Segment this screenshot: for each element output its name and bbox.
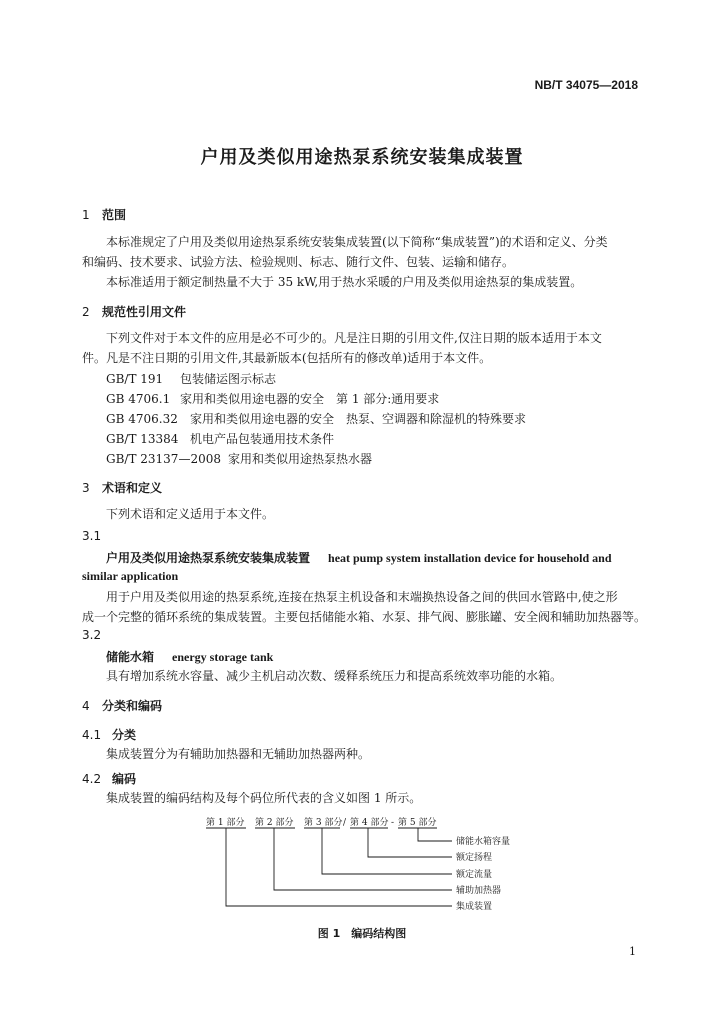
reference-code: GB/T 23137—2008 bbox=[106, 452, 221, 466]
standard-code: NB/T 34075—2018 bbox=[534, 78, 638, 92]
connector-auxiliary-heater bbox=[274, 828, 452, 890]
section-4-1-text: 集成装置分为有辅助加热器和无辅助加热器两种。 bbox=[106, 747, 371, 761]
normative-reference bbox=[106, 410, 526, 427]
figure-caption: 图 1 编码结构图 bbox=[317, 927, 407, 940]
normative-reference bbox=[106, 430, 334, 447]
reference-code: GB 4706.1 bbox=[106, 392, 171, 406]
part-2-label: 第 2 部分 bbox=[255, 818, 294, 828]
section-4-2-heading bbox=[82, 770, 136, 787]
section-3-title: 术语和定义 bbox=[102, 481, 163, 495]
meaning-rated-head: 额定扬程 bbox=[456, 853, 493, 863]
term-3-1-number: 3.1 bbox=[82, 529, 102, 543]
section-2-heading bbox=[82, 303, 186, 320]
connector-storage-capacity bbox=[418, 828, 452, 841]
section-4-2-number: 4.2 bbox=[82, 772, 102, 786]
term-3-1-cn: 户用及类似用途热泵系统安装集成装置 bbox=[106, 551, 311, 565]
term-3-2-en: energy storage tank bbox=[172, 650, 274, 664]
section-1-para-1-line-1: 本标准规定了户用及类似用途热泵系统安装集成装置(以下简称“集成装置”)的术语和定义、分类 bbox=[106, 235, 608, 249]
term-3-2-definition: 具有增加系统水容量、减少主机启动次数、缓释系统压力和提高系统效率功能的水箱。 bbox=[106, 669, 563, 683]
section-2-number: 2 bbox=[82, 305, 90, 319]
section-2-para-line-1: 下列文件对于本文件的应用是必不可少的。凡是注日期的引用文件,仅注日期的版本适用于本文 bbox=[106, 331, 602, 345]
term-3-2-cn: 储能水箱 bbox=[106, 650, 155, 664]
section-4-1-heading bbox=[82, 726, 136, 743]
part-5-label: 第 5 部分 bbox=[398, 818, 437, 828]
section-1-para-2: 本标准适用于额定制热量不大于 35 kW,用于热水采暖的户用及类似用途热泵的集成装置。 bbox=[106, 275, 583, 289]
term-3-2-title bbox=[106, 648, 273, 665]
section-4-2-title: 编码 bbox=[112, 772, 137, 786]
section-4-heading bbox=[82, 697, 162, 714]
meaning-integrated-device: 集成装置 bbox=[456, 902, 493, 912]
normative-reference bbox=[106, 450, 372, 467]
reference-code: GB 4706.32 bbox=[106, 412, 178, 426]
reference-title: 机电产品包装通用技术条件 bbox=[190, 432, 335, 446]
section-4-2-text: 集成装置的编码结构及每个码位所代表的含义如图 1 所示。 bbox=[106, 791, 422, 805]
connector-rated-head bbox=[368, 828, 452, 857]
reference-title: 包装储运图示标志 bbox=[180, 372, 277, 386]
reference-title: 家用和类似用途电器的安全 热泵、空调器和除湿机的特殊要求 bbox=[190, 412, 527, 426]
normative-reference bbox=[106, 370, 276, 387]
coding-structure-diagram bbox=[0, 814, 724, 924]
reference-code: GB/T 191 bbox=[106, 372, 164, 386]
section-1-heading bbox=[82, 206, 126, 223]
meaning-auxiliary-heater: 辅助加热器 bbox=[456, 886, 502, 896]
section-3-intro: 下列术语和定义适用于本文件。 bbox=[106, 507, 275, 521]
section-2-para-line-2: 件。凡是不注日期的引用文件,其最新版本(包括所有的修改单)适用于本文件。 bbox=[82, 351, 492, 365]
term-3-1-title bbox=[106, 549, 612, 566]
section-4-1-title: 分类 bbox=[112, 728, 137, 742]
term-3-2-number: 3.2 bbox=[82, 628, 102, 642]
section-1-title: 范围 bbox=[102, 208, 127, 222]
section-4-number: 4 bbox=[82, 699, 90, 713]
section-3-heading bbox=[82, 479, 162, 496]
term-3-1-en: heat pump system installation device for household and bbox=[328, 551, 612, 565]
section-1-para-1-line-2: 和编码、技术要求、试验方法、检验规则、标志、随行文件、包装、运输和储存。 bbox=[82, 255, 515, 269]
dash-separator: - bbox=[391, 818, 395, 828]
meaning-rated-flow: 额定流量 bbox=[456, 870, 493, 880]
reference-title: 家用和类似用途电器的安全 第 1 部分:通用要求 bbox=[180, 392, 440, 406]
page-number: 1 bbox=[629, 945, 636, 958]
connector-rated-flow bbox=[322, 828, 452, 874]
part-1-label: 第 1 部分 bbox=[206, 818, 245, 828]
meaning-storage-capacity: 储能水箱容量 bbox=[456, 837, 511, 847]
section-4-title: 分类和编码 bbox=[102, 699, 163, 713]
term-3-1-definition-line-1: 用于户用及类似用途的热泵系统,连接在热泵主机设备和末端换热设备之间的供回水管路中,使之形 bbox=[106, 590, 618, 604]
document-title: 户用及类似用途热泵系统安装集成装置 bbox=[200, 147, 524, 168]
slash-separator: / bbox=[343, 818, 347, 828]
part-4-label: 第 4 部分 bbox=[350, 818, 389, 828]
section-3-number: 3 bbox=[82, 481, 90, 495]
connector-lines bbox=[206, 828, 452, 906]
reference-code: GB/T 13384 bbox=[106, 432, 179, 446]
section-4-1-number: 4.1 bbox=[82, 728, 102, 742]
normative-reference bbox=[106, 390, 439, 407]
term-3-1-en-continued: similar application bbox=[82, 569, 179, 583]
reference-title: 家用和类似用途热泵热水器 bbox=[228, 452, 373, 466]
section-1-number: 1 bbox=[82, 208, 90, 222]
part-3-label: 第 3 部分 bbox=[304, 818, 343, 828]
term-3-1-definition-line-2: 成一个完整的循环系统的集成装置。主要包括储能水箱、水泵、排气阀、膨胀罐、安全阀和辅助加热器等。 bbox=[82, 610, 647, 624]
section-2-title: 规范性引用文件 bbox=[102, 305, 187, 319]
